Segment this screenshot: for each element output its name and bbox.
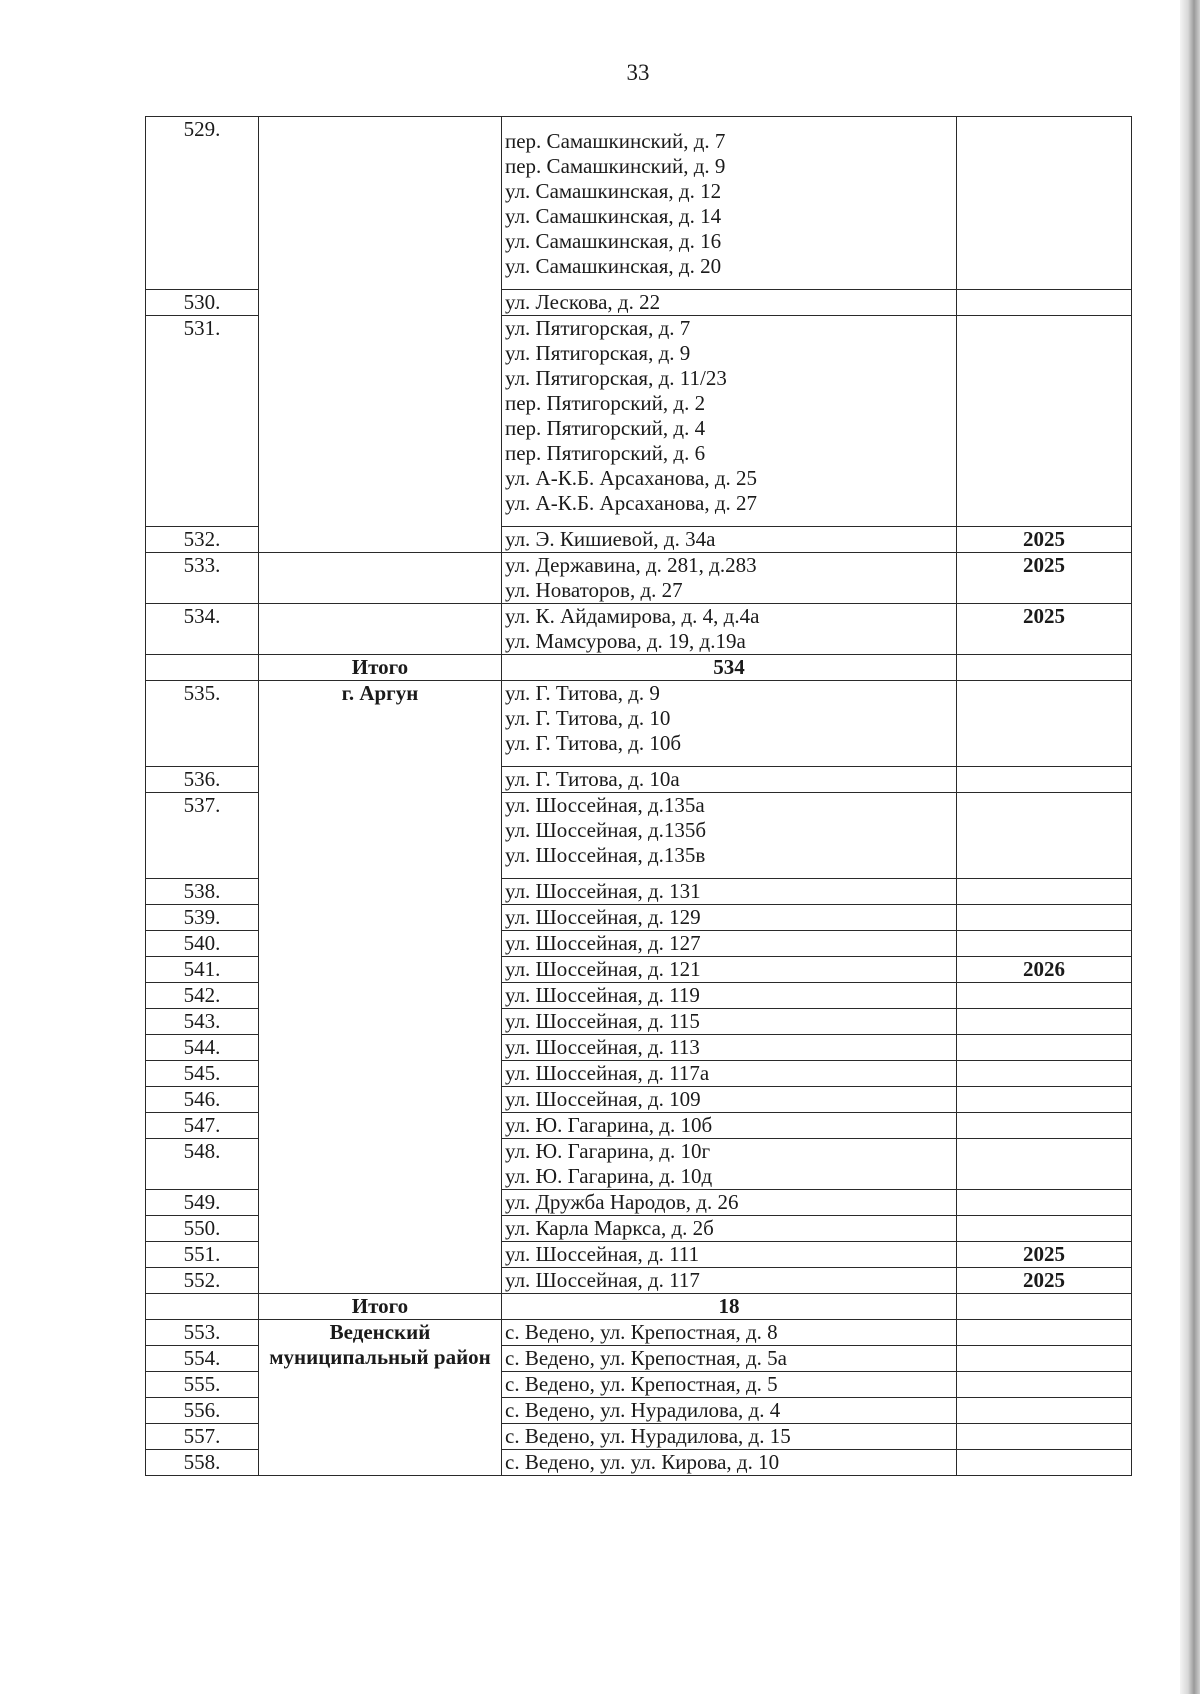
area-cell — [259, 553, 502, 604]
address-cell — [502, 1190, 957, 1216]
row-number: 545. — [146, 1061, 259, 1087]
table-row — [146, 1320, 1132, 1346]
address-line: с. Ведено, ул. Крепостная, д. 8 — [505, 1320, 778, 1344]
address-line: ул. Шоссейная, д. 111 — [505, 1242, 700, 1266]
year-cell: 2025 — [957, 553, 1132, 604]
year-cell — [957, 1424, 1132, 1450]
total-label: Итого — [259, 1294, 502, 1320]
address-cell — [502, 1113, 957, 1139]
area-cell — [259, 604, 502, 655]
table-row — [146, 604, 1132, 655]
row-number: 535. — [146, 681, 259, 767]
address-line: ул. Пятигорская, д. 9 — [505, 341, 691, 365]
address-cell — [502, 527, 957, 553]
year-cell: 2025 — [957, 527, 1132, 553]
address-line: ул. Самашкинская, д. 20 — [505, 254, 722, 278]
address-line: ул. Г. Титова, д. 10а — [505, 767, 680, 791]
address-line: ул. Г. Титова, д. 9 — [505, 681, 660, 705]
row-number: 557. — [146, 1424, 259, 1450]
row-number: 556. — [146, 1398, 259, 1424]
row-number: 539. — [146, 905, 259, 931]
year-cell — [957, 931, 1132, 957]
year-cell — [957, 793, 1132, 879]
address-line: ул. Ю. Гагарина, д. 10г — [505, 1139, 711, 1163]
area-cell — [259, 117, 502, 553]
address-line: с. Ведено, ул. Нурадилова, д. 4 — [505, 1398, 781, 1422]
address-cell — [502, 793, 957, 879]
address-line: ул. Самашкинская, д. 14 — [505, 204, 722, 228]
year-cell: 2025 — [957, 1268, 1132, 1294]
area-cell: г. Аргун — [259, 681, 502, 1294]
address-line: ул. Лескова, д. 22 — [505, 290, 661, 314]
address-line: пер. Самашкинский, д. 7 — [505, 129, 726, 153]
year-cell: 2025 — [957, 604, 1132, 655]
row-number: 536. — [146, 767, 259, 793]
year-cell: 2025 — [957, 1242, 1132, 1268]
row-number: 533. — [146, 553, 259, 604]
address-line: ул. Э. Кишиевой, д. 34а — [505, 527, 716, 551]
address-line: пер. Пятигорский, д. 2 — [505, 391, 706, 415]
year-cell — [957, 1061, 1132, 1087]
row-number: 554. — [146, 1346, 259, 1372]
row-number: 530. — [146, 290, 259, 316]
address-line: ул. Ю. Гагарина, д. 10б — [505, 1113, 713, 1137]
year-cell — [957, 983, 1132, 1009]
address-cell — [502, 983, 957, 1009]
year-cell: 2026 — [957, 957, 1132, 983]
year-cell — [957, 905, 1132, 931]
address-cell — [502, 905, 957, 931]
row-number: 544. — [146, 1035, 259, 1061]
address-line: ул. Мамсурова, д. 19, д.19а — [505, 629, 746, 653]
address-line: ул. Шоссейная, д. 117 — [505, 1268, 700, 1292]
address-cell — [502, 1320, 957, 1346]
year-cell — [957, 117, 1132, 290]
address-line: ул. Дружба Народов, д. 26 — [505, 1190, 739, 1214]
table-row — [146, 553, 1132, 604]
area-cell: Веденский муниципальный район — [259, 1320, 502, 1476]
address-cell — [502, 604, 957, 655]
address-cell — [502, 1346, 957, 1372]
address-line: с. Ведено, ул. Крепостная, д. 5а — [505, 1346, 787, 1370]
address-cell — [502, 117, 957, 290]
address-line: ул. Шоссейная, д. 117а — [505, 1061, 710, 1085]
address-cell — [502, 290, 957, 316]
row-number: 541. — [146, 957, 259, 983]
total-row — [146, 655, 1132, 681]
year-cell — [957, 1320, 1132, 1346]
address-line: ул. Шоссейная, д.135в — [505, 843, 706, 867]
year-cell — [957, 1372, 1132, 1398]
address-cell — [502, 1242, 957, 1268]
address-line: пер. Пятигорский, д. 6 — [505, 441, 706, 465]
year-cell — [957, 1346, 1132, 1372]
row-number: 558. — [146, 1450, 259, 1476]
address-line: ул. А-К.Б. Арсаханова, д. 25 — [505, 466, 758, 490]
row-number: 552. — [146, 1268, 259, 1294]
address-line: ул. Новаторов, д. 27 — [505, 578, 683, 602]
address-line: пер. Самашкинский, д. 9 — [505, 154, 726, 178]
year-cell — [957, 1190, 1132, 1216]
row-number: 543. — [146, 1009, 259, 1035]
address-cell — [502, 931, 957, 957]
row-number: 534. — [146, 604, 259, 655]
address-line: ул. Карла Маркса, д. 2б — [505, 1216, 714, 1240]
year-cell — [957, 879, 1132, 905]
address-line: ул. Самашкинская, д. 12 — [505, 179, 722, 203]
total-value: 534 — [502, 655, 957, 681]
address-cell — [502, 1035, 957, 1061]
total-value: 18 — [502, 1294, 957, 1320]
address-cell — [502, 316, 957, 527]
year-cell — [957, 681, 1132, 767]
year-cell — [957, 1113, 1132, 1139]
row-number: 546. — [146, 1087, 259, 1113]
year-cell — [957, 1216, 1132, 1242]
address-line: ул. Пятигорская, д. 7 — [505, 316, 691, 340]
row-number: 529. — [146, 117, 259, 290]
year-cell — [957, 290, 1132, 316]
address-line: ул. Ю. Гагарина, д. 10д — [505, 1164, 713, 1188]
address-line: пер. Пятигорский, д. 4 — [505, 416, 706, 440]
row-number: 550. — [146, 1216, 259, 1242]
year-cell — [957, 1139, 1132, 1190]
row-number: 549. — [146, 1190, 259, 1216]
total-label: Итого — [259, 655, 502, 681]
address-line: ул. Шоссейная, д. 119 — [505, 983, 700, 1007]
table-row — [146, 681, 1132, 767]
address-line: ул. А-К.Б. Арсаханова, д. 27 — [505, 491, 758, 515]
row-number: 555. — [146, 1372, 259, 1398]
address-line: ул. Шоссейная, д. 113 — [505, 1035, 700, 1059]
address-line: ул. Пятигорская, д. 11/23 — [505, 366, 727, 390]
row-number: 548. — [146, 1139, 259, 1190]
address-cell — [502, 1061, 957, 1087]
address-cell — [502, 1216, 957, 1242]
row-number: 551. — [146, 1242, 259, 1268]
year-cell — [957, 1009, 1132, 1035]
row-number: 538. — [146, 879, 259, 905]
address-cell — [502, 1087, 957, 1113]
address-line: ул. Шоссейная, д. 127 — [505, 931, 701, 955]
row-number: 537. — [146, 793, 259, 879]
row-number: 540. — [146, 931, 259, 957]
address-line: с. Ведено, ул. Крепостная, д. 5 — [505, 1372, 778, 1396]
row-number: 532. — [146, 527, 259, 553]
table-row — [146, 117, 1132, 290]
address-line: ул. Шоссейная, д. 121 — [505, 957, 701, 981]
row-number: 531. — [146, 316, 259, 527]
year-cell — [957, 1087, 1132, 1113]
address-cell — [502, 681, 957, 767]
total-year-cell — [957, 1294, 1132, 1320]
address-cell — [502, 553, 957, 604]
row-number: 553. — [146, 1320, 259, 1346]
row-number: 542. — [146, 983, 259, 1009]
address-line: ул. Шоссейная, д. 131 — [505, 879, 701, 903]
address-cell — [502, 767, 957, 793]
address-cell — [502, 1139, 957, 1190]
address-line: ул. Шоссейная, д.135а — [505, 793, 705, 817]
row-number: 547. — [146, 1113, 259, 1139]
address-line: ул. Державина, д. 281, д.283 — [505, 553, 757, 577]
scan-edge-shadow — [1180, 0, 1200, 1694]
address-line: ул. Шоссейная, д. 109 — [505, 1087, 701, 1111]
total-year-cell — [957, 655, 1132, 681]
address-line: ул. Г. Титова, д. 10 — [505, 706, 671, 730]
year-cell — [957, 1450, 1132, 1476]
year-cell — [957, 1035, 1132, 1061]
address-cell — [502, 1372, 957, 1398]
page-number: 33 — [626, 60, 650, 85]
address-line: ул. Шоссейная, д. 129 — [505, 905, 701, 929]
address-line: ул. К. Айдамирова, д. 4, д.4а — [505, 604, 760, 628]
address-cell — [502, 1450, 957, 1476]
total-num-cell — [146, 1294, 259, 1320]
address-cell — [502, 1424, 957, 1450]
year-cell — [957, 767, 1132, 793]
address-cell — [502, 957, 957, 983]
year-cell — [957, 316, 1132, 527]
address-line: с. Ведено, ул. ул. Кирова, д. 10 — [505, 1450, 780, 1474]
address-line: ул. Шоссейная, д. 115 — [505, 1009, 700, 1033]
address-line: ул. Шоссейная, д.135б — [505, 818, 707, 842]
address-cell — [502, 1398, 957, 1424]
address-cell — [502, 1268, 957, 1294]
address-line: с. Ведено, ул. Нурадилова, д. 15 — [505, 1424, 791, 1448]
address-line: ул. Самашкинская, д. 16 — [505, 229, 722, 253]
address-table — [145, 116, 1132, 1476]
address-cell — [502, 879, 957, 905]
total-row — [146, 1294, 1132, 1320]
address-line: ул. Г. Титова, д. 10б — [505, 731, 682, 755]
total-num-cell — [146, 655, 259, 681]
year-cell — [957, 1398, 1132, 1424]
address-cell — [502, 1009, 957, 1035]
